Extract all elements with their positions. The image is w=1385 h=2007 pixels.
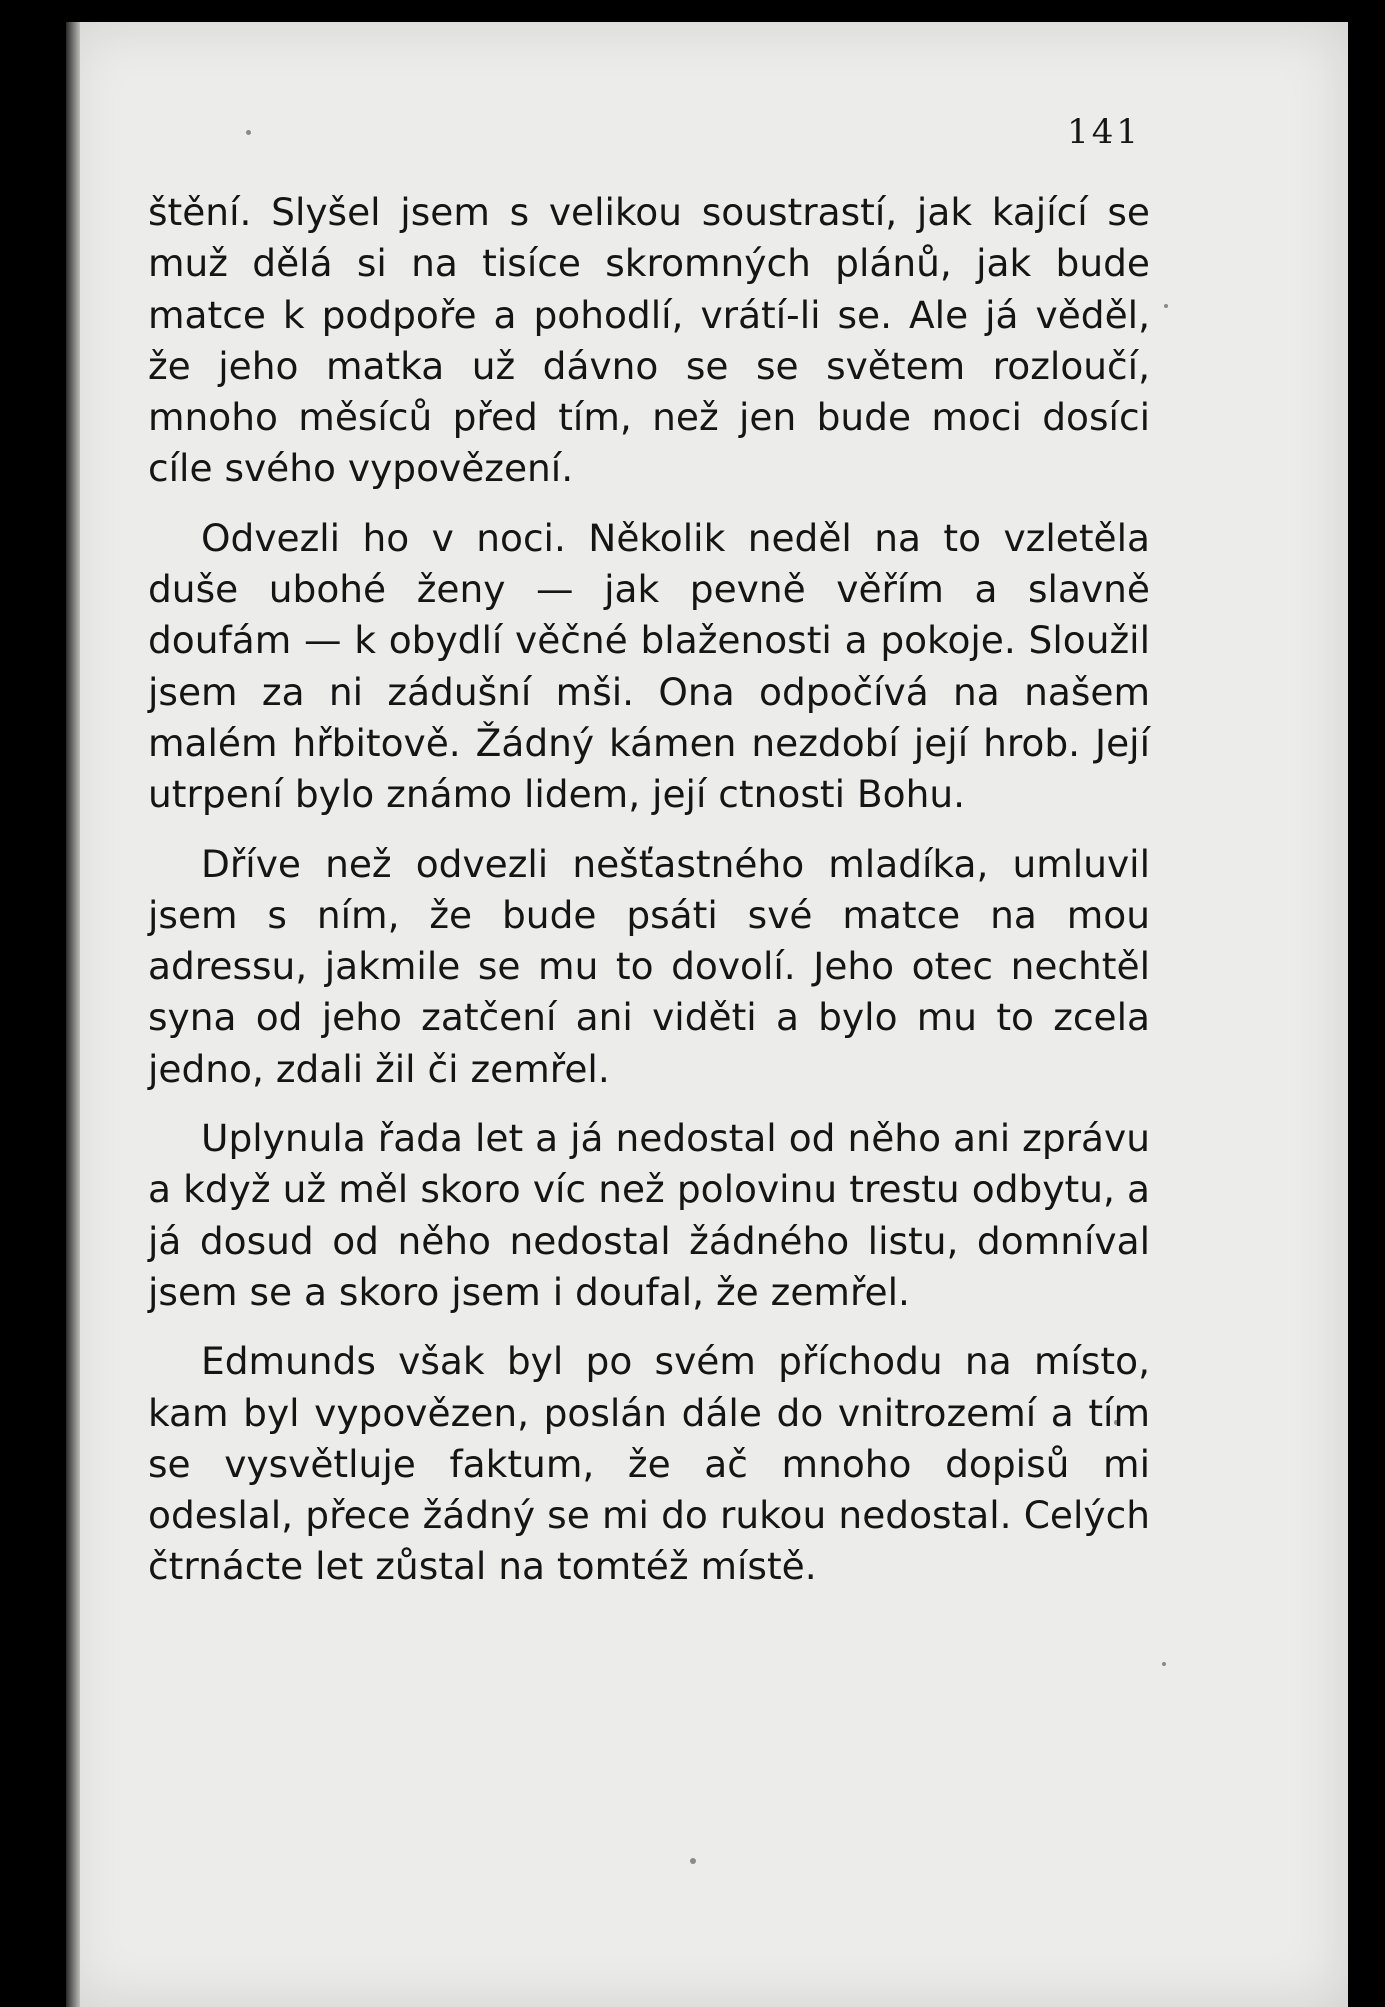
- paper-speck: [1164, 304, 1168, 308]
- paper-speck: [246, 130, 251, 135]
- body-text: [148, 187, 1150, 1611]
- paragraph-5: Edmunds však byl po svém příchodu na místo, kam byl vypovězen, poslán dále do vnitrozemí a tím se vysvětluje faktum, že ač mnoho dopisů mi odeslal, přece žádný se mi do rukou nedostal. Celých čtrnácte let zůstal na tomtéž místě.: [148, 1339, 1150, 1589]
- book-page: [66, 22, 1348, 2007]
- paragraph-4: Uplynula řada let a já nedostal od něho ani zprávu a když už měl skoro víc než polovinu trestu odbytu, a já dosud od něho nedostal žádného listu, domníval jsem se a skoro jsem i doufal, že zemřel.: [148, 1116, 1150, 1314]
- page-number: 141: [1067, 112, 1141, 152]
- paper-speck: [690, 1858, 696, 1864]
- paragraph-1: štění. Slyšel jsem s velikou soustrastí, jak kající se muž dělá si na tisíce skromných plánů, jak bude matce k podpoře a pohodlí, vrátí-li se. Ale já věděl, že jeho matka už dávno se se světem rozloučí, mnoho měsíců před tím, než jen bude moci dosíci cíle svého vypovězení.: [148, 190, 1150, 491]
- paper-speck: [1162, 1662, 1166, 1666]
- paragraph-3: Dříve než odvezli nešťastného mladíka, umluvil jsem s ním, že bude psáti své matce na mou adressu, jakmile se mu to dovolí. Jeho otec nechtěl syna od jeho zatčení ani viděti a bylo mu to zcela jedno, zdali žil či zemřel.: [148, 841, 1150, 1091]
- paragraph-2: Odvezli ho v noci. Několik neděl na to vzletěla duše ubohé ženy — jak pevně věřím a slavně doufám — k obydlí věčné blaženosti a pokoje. Sloužil jsem za ni zádušní mši. Ona odpočívá na našem malém hřbitově. Žádný kámen nezdobí její hrob. Její utrpení bylo známo lidem, její ctnosti Bohu.: [148, 515, 1150, 817]
- page-left-edge: [66, 22, 80, 2007]
